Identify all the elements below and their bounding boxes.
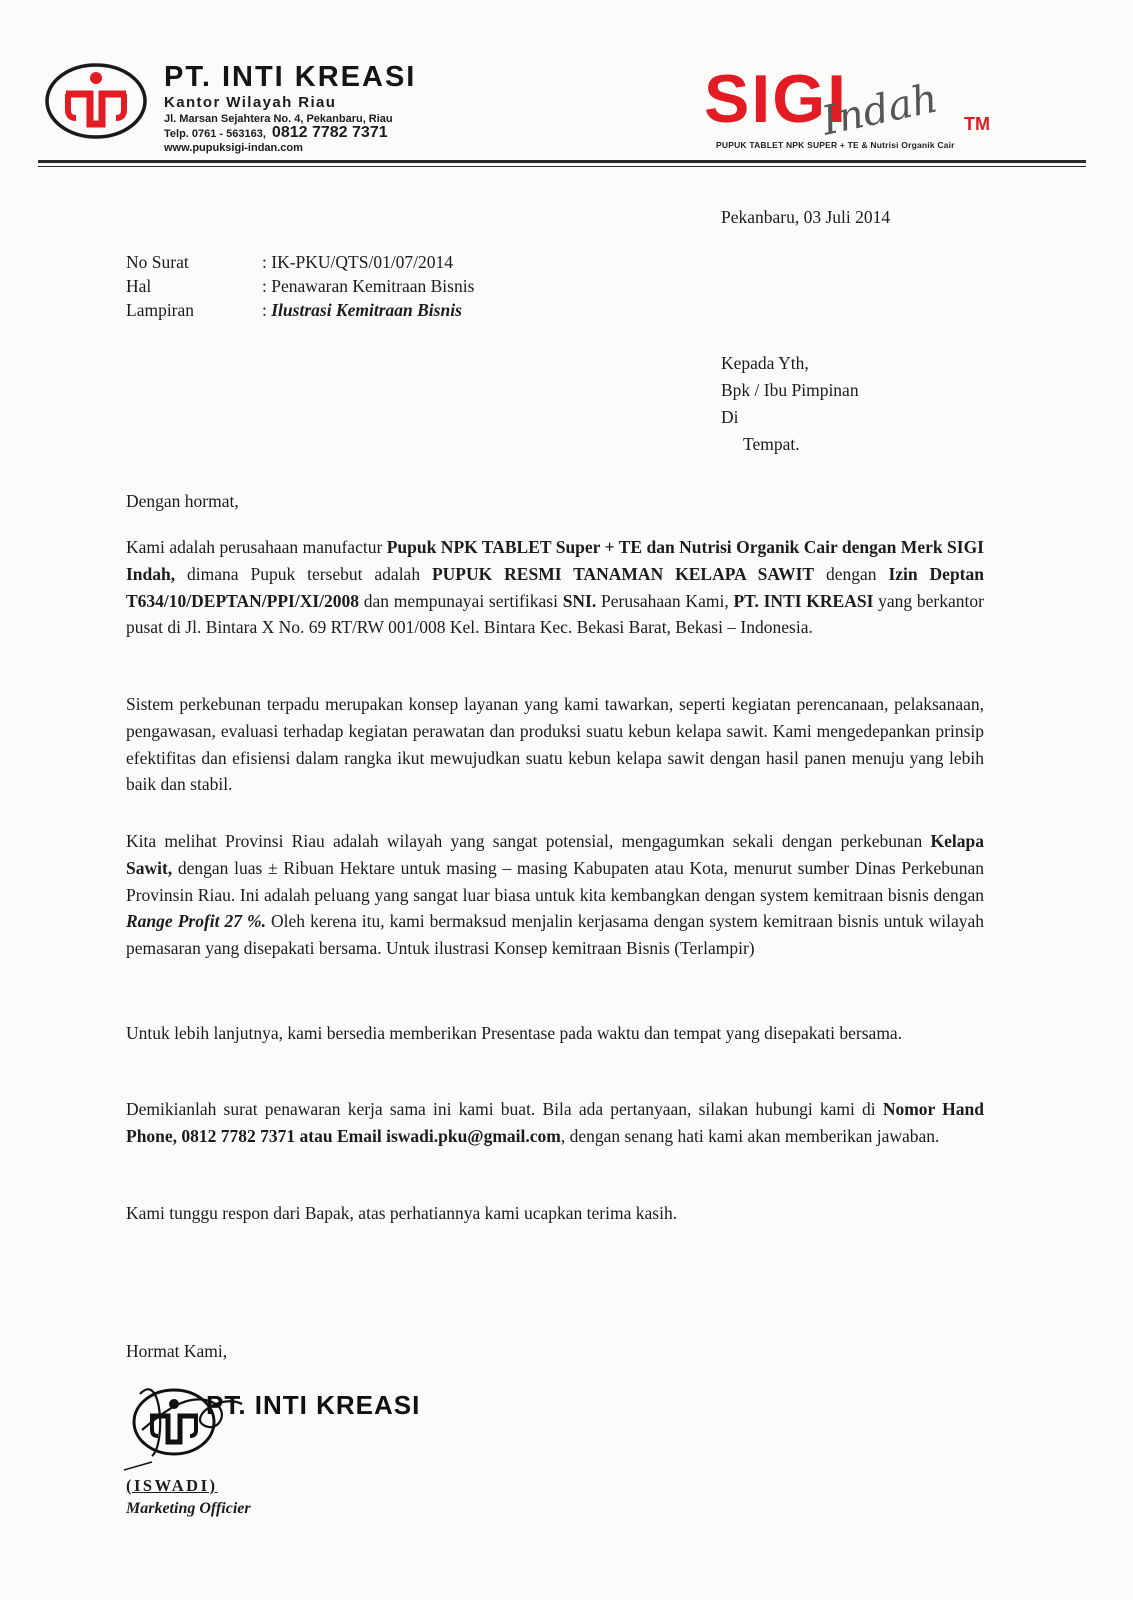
letterhead-divider-thin [38,166,1086,167]
company-logo-icon [44,62,148,140]
brand-text: SIGI [704,61,849,137]
no-surat-label: No Surat [126,252,189,272]
hal-label: Hal [126,276,152,296]
paragraph-5: Demikianlah surat penawaran kerja sama ini kami buat. Bila ada pertanyaan, silakan hubungi kami di Nomor Hand Phone, 0812 7782 7371 atau Email iswadi.pku@gmail.com, dengan senang hati kami akan memberikan jawaban. [126,1099,984,1146]
letter-meta [126,250,474,322]
greeting: Dengan hormat, [126,491,239,511]
paragraph-4: Untuk lebih lanjutnya, kami bersedia memberikan Presentase pada waktu dan tempat yang disepakati bersama. [126,1023,903,1043]
recipient-line-1: Kepada Yth, [721,353,809,373]
paragraph-2: Sistem perkebunan terpadu merupakan konsep layanan yang kami tawarkan, seperti kegiatan perencanaan, pelaksanaan, pengawasan, evaluasi terhadap kegiatan perawatan dan produksi suatu kebun kelapa sawit. Kami mengedepankan prinsip efektifitas dan efisiensi dalam rangka ikut mewujudkan suatu kebun kelapa sawit dengan hasil panen menuju yang lebih baik dan stabil. [126,694,984,795]
signer-title: Marketing Officier [126,1500,251,1517]
paragraph-3: Kita melihat Provinsi Riau adalah wilayah yang sangat potensial, mengagumkan sekali dengan perkebunan Kelapa Sawit, dengan luas ± Ribuan Hektare untuk masing – masing Kabupaten atau Kota, menurut sumber Dinas Perkebunan Provinsin Riau. Ini adalah peluang yang sangat luar biasa untuk kita kembangkan dengan system kemitraan bisnis dengan Range Profit 27 %. Oleh kerena itu, kami bermaksud menjalin kerjasama dengan system kemitraan bisnis untuk wilayah pemasaran yang disepakati bersama. Untuk ilustrasi Konsep kemitraan Bisnis (Terlampir) [126,831,984,959]
signer-name: (ISWADI) [126,1476,218,1495]
lampiran-colon: : [262,300,272,320]
company-phone-line [164,126,416,141]
paragraph-6: Kami tunggu respon dari Bapak, atas perhatiannya kami ucapkan terima kasih. [126,1203,678,1223]
recipient-line-3: Di [721,407,739,427]
company-address: Jl. Marsan Sejahtera No. 4, Pekanbaru, Riau [164,113,393,125]
lampiran-label: Lampiran [126,300,195,320]
no-surat-value: : IK-PKU/QTS/01/07/2014 [262,252,454,272]
recipient-block [721,350,859,458]
company-name: PT. INTI KREASI [164,61,417,93]
company-mobile: 0812 7782 7371 [271,124,388,141]
paragraph-1: Kami adalah perusahaan manufactur Pupuk NPK TABLET Super + TE dan Nutrisi Organik Cair dengan Merk SIGI Indah, dimana Pupuk tersebut adalah PUPUK RESMI TANAMAN KELAPA SAWIT dengan Izin Deptan T634/10/DEPTAN/PPI/XI/2008 dan mempunayai sertifikasi SNI. Perusahaan Kami, PT. INTI KREASI yang berkantor pusat di Jl. Bintara X No. 69 RT/RW 001/008 Kel. Bintara Kec. Bekasi Barat, Bekasi – Indonesia. [126,537,984,638]
company-phone: Telp. 0761 - 563163, [164,128,266,140]
lampiran-cell [262,298,474,322]
signature-company: PT. INTI KREASI [206,1390,421,1420]
brand-tagline: PUPUK TABLET NPK SUPER + TE & Nutrisi Organik Cair [716,140,955,150]
recipient-line-4: Tempat. [743,434,800,454]
company-website: www.pupuksigi-indan.com [164,142,303,154]
letterhead-divider [38,160,1086,163]
signature-stamp [122,1374,462,1474]
hal-value: : Penawaran Kemitraan Bisnis [262,276,475,296]
closing: Hormat Kami, [126,1341,228,1361]
company-block [164,62,416,155]
lampiran-value: Ilustrasi Kemitraan Bisnis [271,300,462,320]
office-name: Kantor Wilayah Riau [164,94,337,111]
brand-tm: TM [964,114,990,134]
letter-date: Pekanbaru, 03 Juli 2014 [721,207,891,227]
recipient-line-2: Bpk / Ibu Pimpinan [721,380,859,400]
brand-script: Indah [817,75,942,145]
